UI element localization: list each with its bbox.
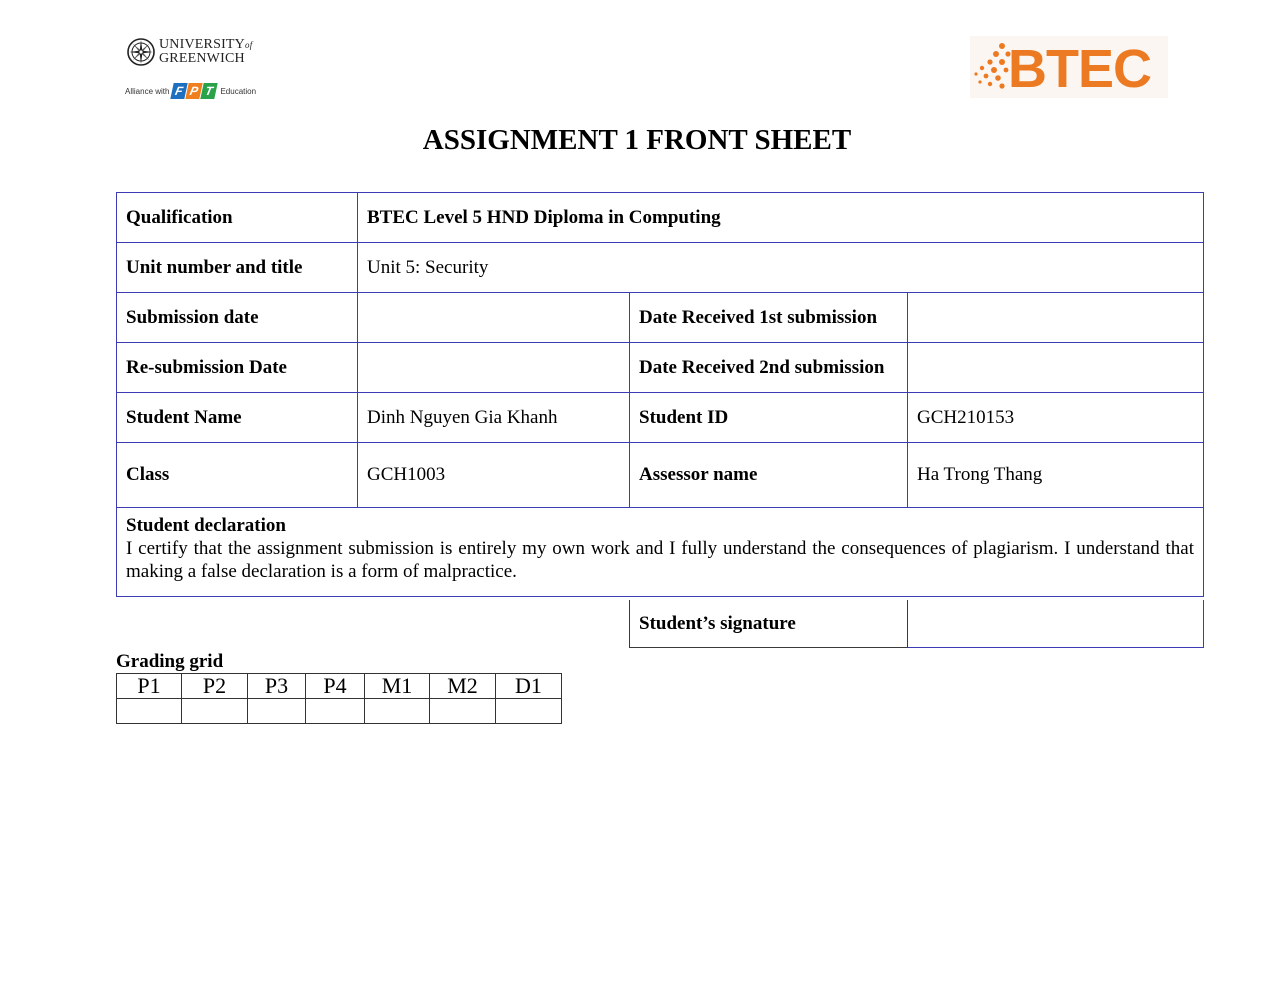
grade-value-p1[interactable] xyxy=(117,699,182,724)
student-id-label: Student ID xyxy=(630,393,908,443)
grade-value-p2[interactable] xyxy=(182,699,248,724)
declaration-text: I certify that the assignment submission is entirely my own work and I fully understand the consequences of plagiarism. I understand that making a false declaration is a form of malpractice. xyxy=(126,538,1194,582)
class-row xyxy=(117,443,1204,508)
grade-header-m1: M1 xyxy=(365,674,430,699)
btec-dots-icon xyxy=(972,40,1012,92)
grade-header-p1: P1 xyxy=(117,674,182,699)
class-value: GCH1003 xyxy=(358,443,630,508)
grade-header-m2: M2 xyxy=(430,674,496,699)
university-of: of xyxy=(245,40,253,50)
grade-value-p3[interactable] xyxy=(248,699,306,724)
date-received-2-label: Date Received 2nd submission xyxy=(630,343,908,393)
university-name xyxy=(159,38,252,65)
page-title: ASSIGNMENT 1 FRONT SHEET xyxy=(422,124,852,156)
signature-row xyxy=(630,600,1204,648)
assessor-value: Ha Trong Thang xyxy=(908,443,1204,508)
grade-value-d1[interactable] xyxy=(496,699,562,724)
university-line2: GREENWICH xyxy=(159,51,245,66)
declaration-cell xyxy=(117,508,1204,597)
student-row xyxy=(117,393,1204,443)
qualification-value: BTEC Level 5 HND Diploma in Computing xyxy=(358,193,1204,243)
declaration-row xyxy=(117,508,1204,597)
date-received-2-value[interactable] xyxy=(908,343,1204,393)
fpt-logo xyxy=(172,83,217,99)
date-received-1-label: Date Received 1st submission xyxy=(630,293,908,343)
grade-value-p4[interactable] xyxy=(306,699,365,724)
fpt-letter-f: F xyxy=(171,83,188,99)
compass-crest-icon xyxy=(127,38,155,66)
front-sheet-table xyxy=(116,192,1204,597)
unit-row xyxy=(117,243,1204,293)
signature-label: Student’s signature xyxy=(630,600,908,648)
grading-grid-table xyxy=(116,673,562,724)
declaration-title: Student declaration xyxy=(126,515,286,536)
assessor-label: Assessor name xyxy=(630,443,908,508)
unit-label: Unit number and title xyxy=(117,243,358,293)
grade-value-m1[interactable] xyxy=(365,699,430,724)
unit-value: Unit 5: Security xyxy=(358,243,1204,293)
grading-value-row xyxy=(117,699,562,724)
grade-header-p3: P3 xyxy=(248,674,306,699)
date-received-1-value[interactable] xyxy=(908,293,1204,343)
btec-logo-text: BTEC xyxy=(1008,39,1151,99)
resubmission-date-value[interactable] xyxy=(358,343,630,393)
class-label: Class xyxy=(117,443,358,508)
submission-row xyxy=(117,293,1204,343)
btec-logo xyxy=(970,36,1168,98)
resubmission-row xyxy=(117,343,1204,393)
alliance-suffix: Education xyxy=(220,86,257,96)
university-line1: UNIVERSITY xyxy=(159,37,245,52)
qualification-row xyxy=(117,193,1204,243)
grade-header-p4: P4 xyxy=(306,674,365,699)
alliance-line xyxy=(125,80,256,102)
grading-header-row xyxy=(117,674,562,699)
submission-date-value[interactable] xyxy=(358,293,630,343)
grade-value-m2[interactable] xyxy=(430,699,496,724)
university-logo xyxy=(125,36,265,100)
fpt-letter-t: T xyxy=(201,83,218,99)
grading-grid-title: Grading grid xyxy=(116,651,224,672)
student-name-label: Student Name xyxy=(117,393,358,443)
alliance-prefix: Alliance with xyxy=(125,86,170,96)
signature-table xyxy=(629,600,1204,648)
fpt-letter-p: P xyxy=(186,83,203,99)
qualification-label: Qualification xyxy=(117,193,358,243)
resubmission-date-label: Re-submission Date xyxy=(117,343,358,393)
grade-header-p2: P2 xyxy=(182,674,248,699)
signature-value[interactable] xyxy=(908,600,1204,648)
student-name-value: Dinh Nguyen Gia Khanh xyxy=(358,393,630,443)
submission-date-label: Submission date xyxy=(117,293,358,343)
grade-header-d1: D1 xyxy=(496,674,562,699)
student-id-value: GCH210153 xyxy=(908,393,1204,443)
